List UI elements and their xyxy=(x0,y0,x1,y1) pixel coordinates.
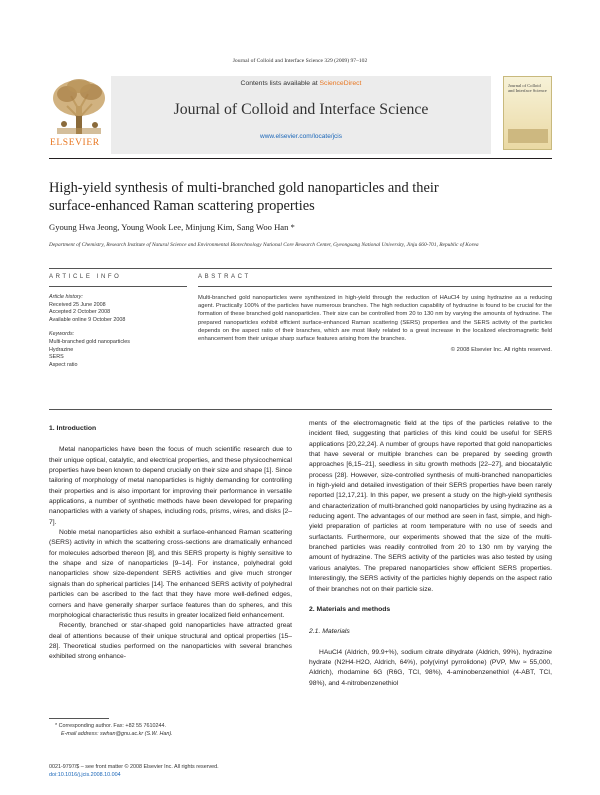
keyword: SERS xyxy=(49,354,64,361)
header-rule xyxy=(49,158,552,159)
author-list: Gyoung Hwa Jeong, Young Wook Lee, Minjung Kim, Sang Woo Han * xyxy=(49,222,295,232)
abstract-body xyxy=(198,294,552,354)
subsection-2-1-heading: 2.1. Materials xyxy=(309,628,350,636)
abstract-heading: ABSTRACT xyxy=(198,274,251,280)
journal-cover-thumbnail xyxy=(503,76,552,150)
journal-header-box xyxy=(111,76,491,154)
paragraph: HAuCl4 (Aldrich, 99.9+%), sodium citrate dihydrate (Aldrich, 99%), hydrazine hydrate (N2H4·H2O, Aldrich, 64%), poly(vinyl pyrrolidone) (PVP, Mw ≈ 55,000, Aldrich), rhodamine 6G (R6G, TCI, 98%), 4-aminobenzenethiol (4-ABT, TCI, 98%), and 4-nitrobenzenethiol xyxy=(309,648,552,687)
history-label: Article history: xyxy=(49,294,83,300)
cover-title: Journal of Colloid and Interface Science xyxy=(508,83,547,93)
affiliation: Department of Chemistry, Research Institute of Natural Science and Environmental Biotechnology National Core Research Center, Gyeongsang National University, Jinju 660-701, Republic of Korea xyxy=(49,242,479,248)
article-info xyxy=(49,294,187,369)
journal-title: Journal of Colloid and Interface Science xyxy=(173,101,429,118)
keywords-label: Keywords: xyxy=(49,331,75,338)
tree-logo-icon xyxy=(49,76,109,138)
info-rule xyxy=(49,286,187,287)
history-online: Available online 9 October 2008 xyxy=(49,316,126,323)
running-header: Journal of Colloid and Interface Science 329 (2009) 97–102 xyxy=(232,58,368,64)
contents-line: Contents lists available at ScienceDirect xyxy=(240,80,362,87)
paragraph: Noble metal nanoparticles also exhibit a surface-enhanced Raman scattering (SERS) activity in which the scattering cross-sections are dramatically enhanced for molecules adsorbed thereon [8], and this SERS property is highly sensitive to the shape and size of nanoparticles [9–14]. For instance, polyhedral gold nanoparticles show size-dependent SERS activities and give much stronger signals than do spherical particles [14]. The enhanced SERS activity of polyhedral particles can be ascribed to the fact that they have more well-defined edges, corners and have generally sharper surface features than do spheres, and this morphological characteristic thus results in greater localized field enhancement. xyxy=(49,529,292,619)
corresponding-author: * Corresponding author. Fax: +82 55 7610244. xyxy=(55,723,167,729)
front-matter-line: 0021-9797/$ – see front matter © 2008 Elsevier Inc. All rights reserved. xyxy=(49,764,219,770)
keyword: Aspect ratio xyxy=(49,361,78,368)
elsevier-logo xyxy=(49,76,109,154)
paragraph: Recently, branched or star-shaped gold nanoparticles have attracted great deal of attentions because of their unique structural and optical properties [15–28]. Theoretical studies performed on the nanoparticles with several branches exhibited strong enhance- xyxy=(49,622,292,661)
keyword: Multi-branched gold nanoparticles xyxy=(49,338,130,345)
publisher-name: ELSEVIER xyxy=(50,138,100,148)
keyword: Hydrazine xyxy=(49,346,74,353)
journal-banner xyxy=(49,76,552,159)
abstract-copyright: © 2008 Elsevier Inc. All rights reserved. xyxy=(450,347,552,354)
abstract-rule xyxy=(198,286,552,287)
body-rule xyxy=(49,409,552,410)
paragraph: Metal nanoparticles have been the focus of much scientific research due to their unique optical, catalytic, and electrical properties, and these physicochemical properties have been known to depend crucially on their size and shape [1]. Since tailoring of morphology of metal nanoparticles is highly demanding for controlling their properties and is also important for improving their performance in versatile applications, a number of synthetic methods have been developed for preparing nanoparticles with a variety of shapes, including rods, prisms, wires, and disks [2–7]. xyxy=(49,446,292,526)
journal-url-link[interactable]: www.elsevier.com/locate/jcis xyxy=(260,133,342,140)
history-received: Received 25 June 2008 xyxy=(49,301,106,308)
sciencedirect-link[interactable]: ScienceDirect xyxy=(319,80,362,87)
abstract-text: Multi-branched gold nanoparticles were synthesized in high-yield through the reduction of HAuCl4 by using hydrazine as a reducing agent. Practically 100% of the particles have numerous branches. The high reduction capability of hydrazine is found to be crucial for the formation of these branched gold nanoparticles. Their size can be controlled from 20 to 130 nm by varying the amounts of hydrazine. The prepared nanoparticles exhibit efficient surface-enhanced Raman scattering (SERS) properties and the SERS activity of the particles depends on the aspect ratio of their branches, which are most likely related to a great increase in the localized electromagnetic field enhancement from their unique sharp surface features arising from the branches. xyxy=(198,295,552,343)
history-accepted: Accepted 2 October 2008 xyxy=(49,309,111,316)
paragraph: ments of the electromagnetic field at the tips of the particles relative to the incident filed, suggesting that particles of this kind could be useful for SERS applications [20,22,24]. A number of groups have reported that gold nanoparticles that have several or multiple branches can be prepared by seeding growth approaches [6,15–21], seedless in situ growth methods [22–27], and biocatalytic process [28]. However, size-controlled synthesis of multi-branched nanoparticles in high-yield and detailed investigation of their SERS properties have been rarely reported [12,17,21]. In this paper, we present a study on the high-yield synthesis and characterization of multi-branched gold nanoparticles by using hydrazine as a reducing agent. The advantages of our method are seen in fast, simple, and high-yield preparation of particles at room temperature with no use of seeds and surfactants. Furthermore, our experiments showed that the size of the multi-branched particles was readily controlled from 20 to 130 nm by varying the amount of hydrazine. The SERS activity of the particles was also tested by using various analytes. The prepared nanoparticles show efficient SERS properties. Interestingly, the SERS activity of the particles highly depends on the aspect ratio of their branches not on their particle size. xyxy=(309,420,552,593)
page-footer xyxy=(49,764,292,779)
footnote-rule xyxy=(49,718,109,719)
article-title: High-yield synthesis of multi-branched gold nanoparticles and their surface-enhanced Raman scattering properties xyxy=(49,180,439,214)
left-column xyxy=(49,424,292,663)
cover-graphic xyxy=(508,129,548,143)
footnote xyxy=(49,723,292,738)
author-email: E-mail address: swhan@gnu.ac.kr (S.W. Han). xyxy=(61,730,173,737)
section-1-heading: 1. Introduction xyxy=(49,425,97,432)
doi-link[interactable]: doi:10.1016/j.jcis.2008.10.004 xyxy=(49,771,121,778)
article-info-heading: ARTICLE INFO xyxy=(49,274,122,280)
section-2-heading: 2. Materials and methods xyxy=(309,605,391,613)
section-rule xyxy=(49,268,552,269)
right-column xyxy=(309,419,552,689)
